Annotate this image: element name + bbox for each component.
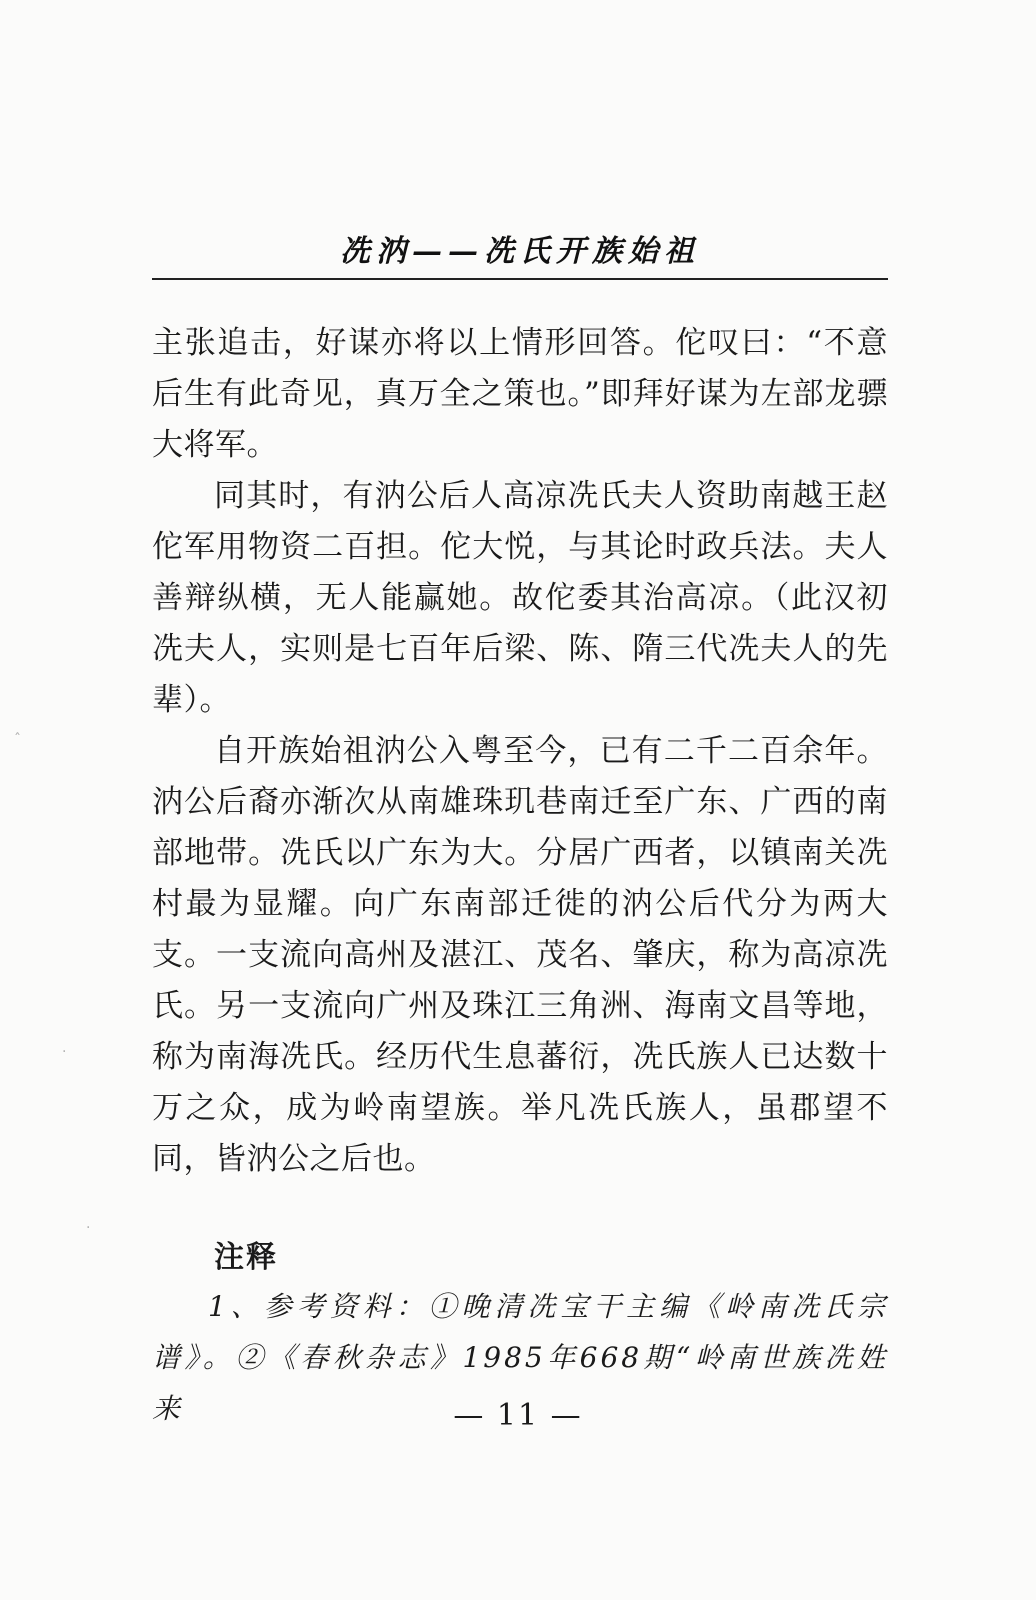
note-item: 1、参考资料：①晚清冼宝干主编《岭南冼氏宗谱》。②《春秋杂志》1985年668期“岭南世族冼姓来 xyxy=(152,1290,888,1425)
page-number: — 11 — xyxy=(453,1398,583,1433)
running-title: 冼汭——冼氏开族始祖 xyxy=(340,234,700,269)
header-rule xyxy=(152,278,888,280)
scan-speck: · xyxy=(86,1220,91,1236)
paragraph: 自开族始祖汭公入粤至今，已有二千二百余年。汭公后裔亦渐次从南雄珠玑巷南迁至广东、广西的南部地带。冼氏以广东为大。分居广西者，以镇南关冼村最为显耀。向广东南部迁徙的汭公后代分为两大支。一支流向高州及湛江、茂名、肇庆，称为高凉冼氏。另一支流向广州及珠江三角洲、海南文昌等地，称为南海冼氏。经历代生息蕃衍，冼氏族人已达数十万之众，成为岭南望族。举凡冼氏族人，虽郡望不同，皆汭公之后也。 xyxy=(152,733,888,1177)
scan-speck: · xyxy=(62,1044,67,1060)
body-text xyxy=(152,318,888,1185)
notes-heading: 注释 xyxy=(214,1240,278,1275)
paragraph-continuation: 主张追击，好谋亦将以上情形回答。佗叹曰：“不意后生有此奇见，真万全之策也。”即拜好谋为左部龙骠大将军。 xyxy=(152,325,888,463)
paragraph: 同其时，有汭公后人高凉冼氏夫人资助南越王赵佗军用物资二百担。佗大悦，与其论时政兵法。夫人善辩纵横，无人能赢她。故佗委其治高凉。（此汉初冼夫人，实则是七百年后梁、陈、隋三代冼夫人的先辈）。 xyxy=(152,478,888,718)
scan-speck: ˆ xyxy=(14,732,21,748)
